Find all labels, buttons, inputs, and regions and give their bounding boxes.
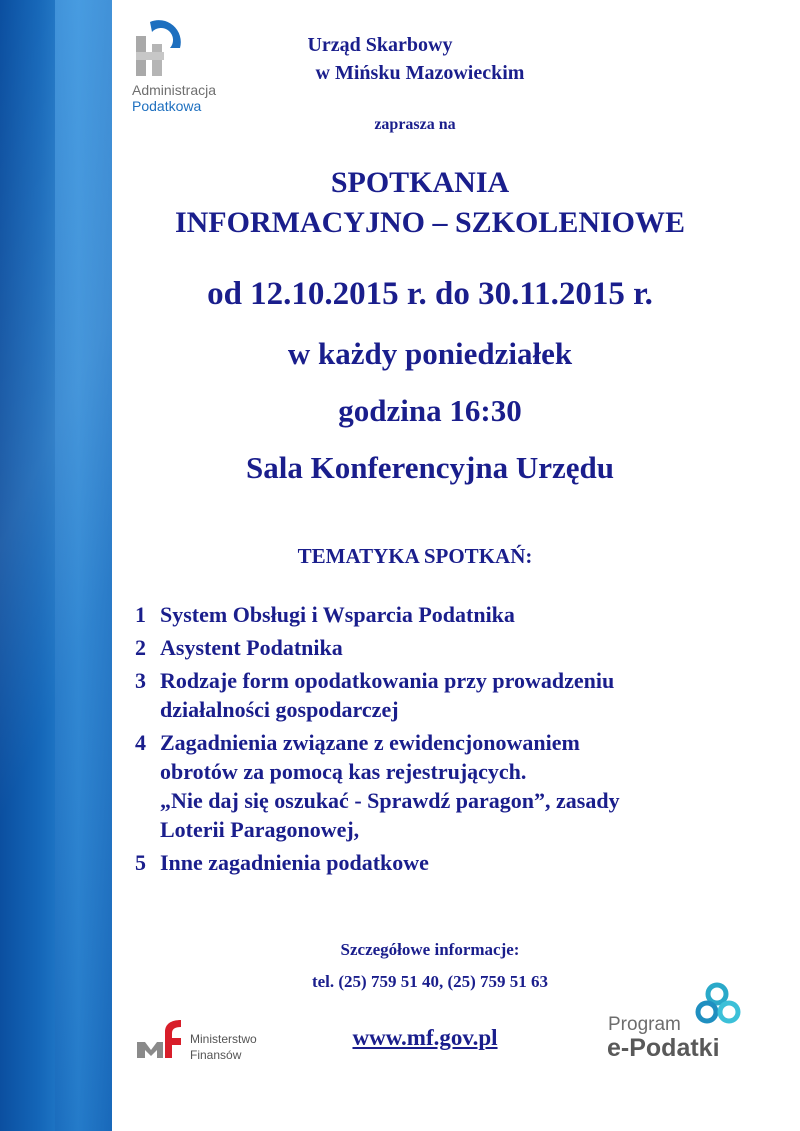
topic-number: 5: [135, 850, 146, 875]
side-bar-stripe: [55, 0, 112, 1131]
ap-logo-icon: [130, 18, 190, 80]
office-name-line-1: Urząd Skarbowy: [307, 34, 453, 56]
topic-line: Loterii Paragonowej,: [160, 817, 360, 842]
administracja-podatkowa-logo: [130, 18, 240, 118]
website-link[interactable]: www.mf.gov.pl: [352, 1025, 498, 1050]
topics-heading: TEMATYKA SPOTKAŃ:: [297, 544, 533, 568]
event-title-line-2: INFORMACYJNO – SZKOLENIOWE: [174, 206, 686, 239]
e-podatki-text-1: Program: [608, 1014, 681, 1035]
event-day: w każdy poniedziałek: [287, 336, 573, 371]
event-hour: godzina 16:30: [338, 393, 522, 428]
topics-list: [135, 600, 755, 881]
topic-number: 1: [135, 602, 146, 627]
topic-number: 4: [135, 730, 146, 755]
topic-item: [135, 848, 755, 877]
topic-line: Zagadnienia związane z ewidencjonowaniem: [160, 730, 580, 755]
mf-logo-text-2: Finansów: [190, 1048, 242, 1062]
topic-line: Inne zagadnienia podatkowe: [160, 850, 429, 875]
decorative-side-bar: [0, 0, 112, 1131]
topic-line: obrotów za pomocą kas rejestrujących.: [160, 759, 527, 784]
mf-logo-icon: [135, 1018, 187, 1060]
topic-item: [135, 600, 755, 629]
mf-logo-text-1: Ministerstwo: [190, 1032, 257, 1046]
ministerstwo-finansow-logo: [135, 1018, 285, 1063]
ap-logo-text-2: Podatkowa: [132, 98, 202, 114]
e-podatki-logo: [605, 982, 755, 1062]
topic-line: Rodzaje form opodatkowania przy prowadzeniu: [160, 668, 615, 693]
topic-number: 3: [135, 668, 146, 693]
event-room: Sala Konferencyjna Urzędu: [246, 450, 614, 485]
topic-item: [135, 666, 755, 724]
topic-line: „Nie daj się oszukać - Sprawdź paragon”, zasady: [160, 788, 620, 813]
topic-line: Asystent Podatnika: [160, 635, 343, 660]
details-heading: Szczegółowe informacje:: [340, 940, 520, 959]
office-name-line-2: w Mińsku Mazowieckim: [315, 62, 525, 84]
topic-item: [135, 633, 755, 662]
topic-item: [135, 728, 755, 844]
topic-number: 2: [135, 635, 146, 660]
e-podatki-text-2: e-Podatki: [607, 1034, 720, 1062]
ap-logo-text-1: Administracja: [132, 82, 217, 98]
invites-text: zaprasza na: [374, 116, 456, 133]
e-podatki-knot-icon: [693, 982, 753, 1030]
event-title-line-1: SPOTKANIA: [330, 166, 510, 199]
contact-phone: tel. (25) 759 51 40, (25) 759 51 63: [311, 972, 549, 991]
topic-line: działalności gospodarczej: [160, 697, 399, 722]
event-dates: od 12.10.2015 r. do 30.11.2015 r.: [207, 276, 653, 312]
topic-line: System Obsługi i Wsparcia Podatnika: [160, 602, 515, 627]
